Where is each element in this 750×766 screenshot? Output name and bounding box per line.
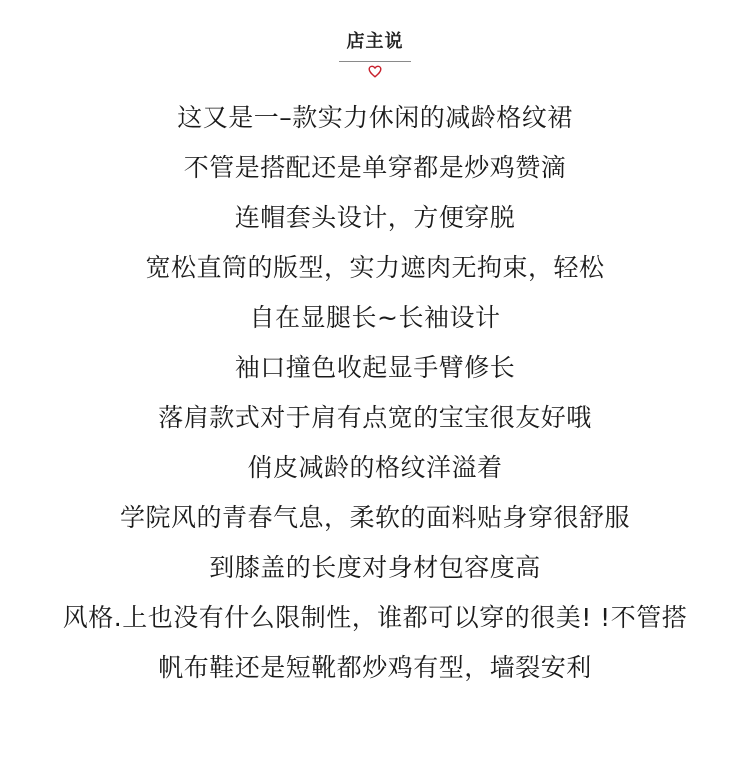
description-line: 到膝盖的长度对身材包容度高	[209, 553, 541, 582]
description-line: 连帽套头设计，方便穿脱	[234, 203, 516, 232]
description-line: 俏皮减龄的格纹洋溢着	[247, 453, 503, 482]
section-title: 店主说	[346, 31, 404, 52]
description-line: 袖口撞色收起显手臂修长	[234, 353, 516, 382]
description-line: 宽松直筒的版型，实力遮肉无拘束，轻松	[145, 253, 605, 282]
description-line: 学院风的青春气息，柔软的面料贴身穿很舒服	[119, 503, 630, 532]
heart-outline-icon	[368, 65, 382, 78]
description-line: 自在显腿长~长袖设计	[249, 303, 501, 332]
title-underline	[339, 61, 411, 62]
description-line: 落肩款式对于肩有点宽的宝宝很友好哦	[158, 403, 592, 432]
description-lines	[0, 93, 750, 693]
description-line: 不管是搭配还是单穿都是炒鸡赞滴	[183, 153, 567, 182]
description-line: 风格.上也没有什么限制性，谁都可以穿的很美! !不管搭	[62, 603, 688, 632]
description-line: 帆布鞋还是短靴都炒鸡有型，墙裂安利	[158, 653, 592, 682]
description-line: 这又是一–款实力休闲的减龄格纹裙	[177, 103, 573, 132]
section-header	[0, 30, 750, 78]
